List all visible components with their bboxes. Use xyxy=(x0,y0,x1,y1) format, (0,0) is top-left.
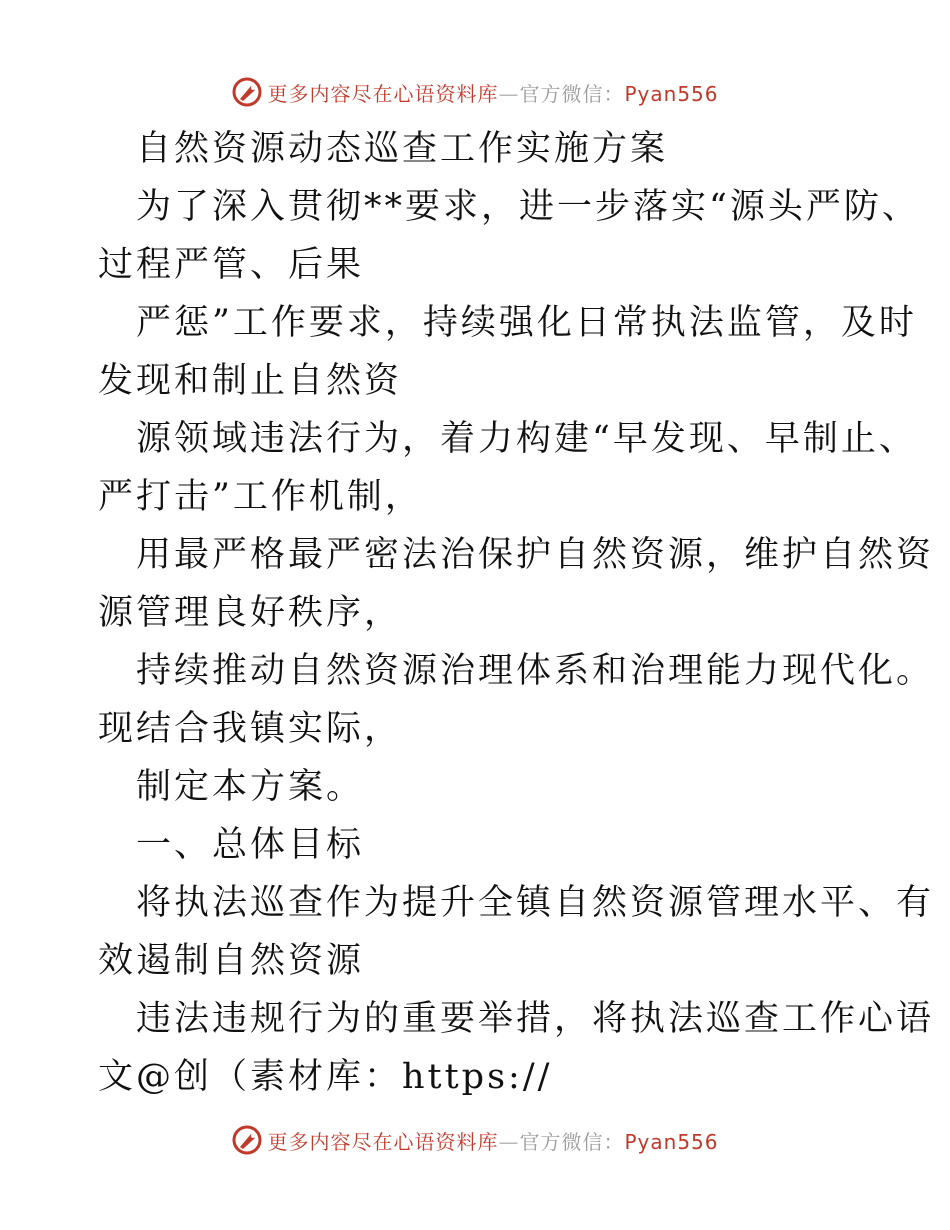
text-line: 发现和制止自然资 xyxy=(98,361,403,401)
text-line: 效遏制自然资源 xyxy=(98,941,365,981)
text-line: 严惩”工作要求，持续强化日常执法监管，及时 xyxy=(136,303,917,343)
section-heading: 一、总体目标 xyxy=(136,825,365,865)
text-line: 文@创（素材库：https:// xyxy=(98,1057,553,1097)
text-line: 源管理良好秩序， xyxy=(98,593,403,633)
wechat-id: Pyan556 xyxy=(624,1129,719,1154)
text-line: 违法违规行为的重要举措，将执法巡查工作心语 xyxy=(136,999,935,1039)
pen-nib-logo-icon xyxy=(231,1124,263,1156)
document-title: 自然资源动态巡查工作实施方案 xyxy=(136,129,669,169)
wechat-label: 官方微信： xyxy=(519,81,625,106)
brand-text: 更多内容尽在心语资料库 xyxy=(267,81,499,106)
text-line: 现结合我镇实际， xyxy=(98,709,403,749)
pen-nib-logo-icon xyxy=(231,76,263,108)
text-line: 制定本方案。 xyxy=(136,767,365,807)
text-line: 源领域违法行为，着力构建“早发现、早制止、 xyxy=(136,419,917,459)
banner-separator: — xyxy=(498,81,520,106)
text-line: 为了深入贯彻**要求，进一步落实“源头严防、 xyxy=(136,187,920,227)
wechat-id: Pyan556 xyxy=(624,81,719,106)
text-line: 过程严管、后果 xyxy=(98,245,365,285)
text-line: 将执法巡查作为提升全镇自然资源管理水平、有 xyxy=(136,883,935,923)
text-line: 严打击”工作机制， xyxy=(98,477,423,517)
banner-separator: — xyxy=(498,1129,520,1154)
brand-text: 更多内容尽在心语资料库 xyxy=(267,1129,499,1154)
text-line: 用最严格最严密法治保护自然资源，维护自然资 xyxy=(136,535,935,575)
text-line: 持续推动自然资源治理体系和治理能力现代化。 xyxy=(136,651,935,691)
document-body xyxy=(98,120,935,1106)
header-banner xyxy=(0,72,950,112)
wechat-label: 官方微信： xyxy=(519,1129,625,1154)
footer-banner xyxy=(0,1120,950,1160)
